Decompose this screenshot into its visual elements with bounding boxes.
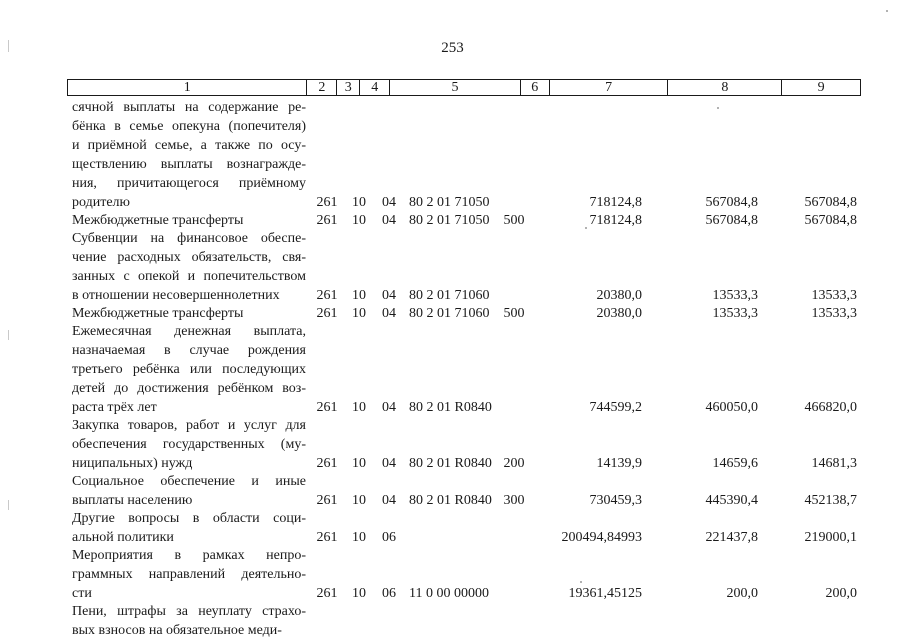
cell-c3: 10 bbox=[352, 530, 366, 545]
cell-c7: 20380,0 bbox=[596, 306, 642, 321]
row-description-line: ния, причитающегося приёмному bbox=[72, 176, 306, 191]
cell-c8: 13533,3 bbox=[712, 306, 758, 321]
cell-c4: 06 bbox=[382, 586, 396, 601]
cell-c2: 261 bbox=[316, 400, 338, 415]
cell-c2: 261 bbox=[316, 493, 338, 508]
row-values bbox=[0, 305, 905, 322]
cell-c9: 14681,3 bbox=[811, 456, 857, 471]
row-description-line: Субвенции на финансовое обеспе- bbox=[72, 231, 306, 246]
row-description-line: сти bbox=[72, 586, 92, 601]
cell-c9: 567084,8 bbox=[804, 195, 857, 210]
cell-c4: 04 bbox=[382, 456, 396, 471]
row-description-line: Социальное обеспечение и иные bbox=[72, 474, 306, 489]
row-description-line: Межбюджетные трансферты bbox=[72, 306, 244, 321]
cell-c9: 13533,3 bbox=[811, 306, 857, 321]
cell-c4: 04 bbox=[382, 493, 396, 508]
cell-c7: 718124,8 bbox=[589, 213, 642, 228]
row-values bbox=[0, 492, 905, 509]
cell-c3: 10 bbox=[352, 213, 366, 228]
cell-c2: 261 bbox=[316, 306, 338, 321]
header-col-6: 6 bbox=[520, 80, 549, 95]
row-description-line: альной политики bbox=[72, 530, 174, 545]
row-values bbox=[0, 287, 905, 304]
cell-c3: 10 bbox=[352, 493, 366, 508]
cell-c2: 261 bbox=[316, 586, 338, 601]
page-number: 253 bbox=[441, 40, 464, 56]
row-values bbox=[0, 585, 905, 602]
header-col-1: 1 bbox=[183, 80, 191, 95]
scan-speck bbox=[717, 107, 719, 109]
header-col-7: 7 bbox=[549, 80, 668, 95]
row-description-line: и приёмной семье, а также по осу- bbox=[72, 138, 306, 153]
cell-c3: 10 bbox=[352, 586, 366, 601]
row-description-line: Межбюджетные трансферты bbox=[72, 213, 244, 228]
cell-c6: 500 bbox=[503, 306, 525, 321]
cell-c9: 567084,8 bbox=[804, 213, 857, 228]
cell-c7: 20380,0 bbox=[596, 288, 642, 303]
cell-c2: 261 bbox=[316, 213, 338, 228]
cell-c5: 80 2 01 71050 bbox=[409, 195, 490, 210]
row-description-line: в отношении несовершеннолетних bbox=[72, 288, 280, 303]
cell-c7: 730459,3 bbox=[589, 493, 642, 508]
cell-c4: 04 bbox=[382, 306, 396, 321]
cell-c8: 200,0 bbox=[726, 586, 758, 601]
header-col-5: 5 bbox=[389, 80, 520, 95]
header-col-9: 9 bbox=[781, 80, 860, 95]
cell-c8: 13533,3 bbox=[712, 288, 758, 303]
row-description-line: обеспечения государственных (му- bbox=[72, 437, 306, 452]
cell-c8: 567084,8 bbox=[705, 195, 758, 210]
cell-c2: 261 bbox=[316, 456, 338, 471]
cell-c8: 460050,0 bbox=[705, 400, 758, 415]
row-description-line: детей до достижения ребёнком воз- bbox=[72, 381, 306, 396]
cell-c4: 04 bbox=[382, 400, 396, 415]
row-description-line: бёнка в семье опекуна (попечителя) bbox=[72, 119, 306, 134]
cell-c7: 718124,8 bbox=[589, 195, 642, 210]
row-description-line: занных с опекой и попечительством bbox=[72, 269, 306, 284]
cell-c2: 261 bbox=[316, 195, 338, 210]
row-description-line: Мероприятия в рамках непро- bbox=[72, 548, 306, 563]
row-description-line: Пени, штрафы за неуплату страхо- bbox=[72, 604, 306, 619]
cell-c5: 80 2 01 71060 bbox=[409, 288, 490, 303]
row-values bbox=[0, 455, 905, 472]
cell-c8: 221437,8 bbox=[705, 530, 758, 545]
cell-c7: 14139,9 bbox=[596, 456, 642, 471]
cell-c6: 300 bbox=[503, 493, 525, 508]
cell-c9: 200,0 bbox=[825, 586, 857, 601]
cell-c9: 466820,0 bbox=[804, 400, 857, 415]
cell-c3: 10 bbox=[352, 195, 366, 210]
row-description-line: Другие вопросы в области соци- bbox=[72, 511, 306, 526]
row-description-line: назначаемая в случае рождения bbox=[72, 343, 306, 358]
header-col-2: 2 bbox=[306, 80, 336, 95]
cell-c3: 10 bbox=[352, 456, 366, 471]
scan-speck bbox=[580, 581, 582, 583]
cell-c3: 10 bbox=[352, 400, 366, 415]
cell-c7: 200494,84993 bbox=[561, 530, 642, 545]
cell-c4: 04 bbox=[382, 288, 396, 303]
row-values bbox=[0, 529, 905, 546]
row-values bbox=[0, 622, 905, 639]
scan-mark bbox=[8, 500, 9, 510]
cell-c7: 744599,2 bbox=[589, 400, 642, 415]
cell-c4: 06 bbox=[382, 530, 396, 545]
header-col-4: 4 bbox=[359, 80, 389, 95]
row-values bbox=[0, 194, 905, 211]
cell-c2: 261 bbox=[316, 530, 338, 545]
cell-c5: 80 2 01 R0840 bbox=[409, 456, 492, 471]
cell-c8: 567084,8 bbox=[705, 213, 758, 228]
cell-c8: 14659,6 bbox=[712, 456, 758, 471]
scan-mark bbox=[8, 330, 9, 340]
row-description-line: вых взносов на обязательное меди- bbox=[72, 623, 282, 638]
row-description-line: граммных направлений деятельно- bbox=[72, 567, 306, 582]
header-col-3: 3 bbox=[336, 80, 359, 95]
scan-mark bbox=[8, 40, 9, 52]
cell-c4: 04 bbox=[382, 195, 396, 210]
row-values bbox=[0, 399, 905, 416]
cell-c6: 500 bbox=[503, 213, 525, 228]
cell-c3: 10 bbox=[352, 306, 366, 321]
cell-c5: 80 2 01 R0840 bbox=[409, 400, 492, 415]
cell-c5: 11 0 00 00000 bbox=[409, 586, 489, 601]
cell-c5: 80 2 01 71050 bbox=[409, 213, 490, 228]
cell-c5: 80 2 01 R0840 bbox=[409, 493, 492, 508]
row-description-line: ществлению выплаты вознагражде- bbox=[72, 157, 306, 172]
row-description-line: выплаты населению bbox=[72, 493, 193, 508]
header-col-8: 8 bbox=[667, 80, 781, 95]
cell-c8: 445390,4 bbox=[705, 493, 758, 508]
cell-c9: 13533,3 bbox=[811, 288, 857, 303]
row-description-line: Закупка товаров, работ и услуг для bbox=[72, 418, 306, 433]
scan-speck bbox=[585, 227, 587, 229]
cell-c4: 04 bbox=[382, 213, 396, 228]
row-description-line: ниципальных) нужд bbox=[72, 456, 193, 471]
cell-c3: 10 bbox=[352, 288, 366, 303]
scan-speck bbox=[886, 10, 888, 12]
cell-c2: 261 bbox=[316, 288, 338, 303]
cell-c6: 200 bbox=[503, 456, 525, 471]
row-description-line: Ежемесячная денежная выплата, bbox=[72, 324, 306, 339]
cell-c9: 452138,7 bbox=[804, 493, 857, 508]
row-description-line: чение расходных обязательств, свя- bbox=[72, 250, 306, 265]
row-description-line: родителю bbox=[72, 195, 130, 210]
cell-c9: 219000,1 bbox=[804, 530, 857, 545]
cell-c7: 19361,45125 bbox=[568, 586, 642, 601]
cell-c5: 80 2 01 71060 bbox=[409, 306, 490, 321]
row-description-line: третьего ребёнка или последующих bbox=[72, 362, 306, 377]
row-values bbox=[0, 212, 905, 229]
row-description-line: раста трёх лет bbox=[72, 400, 157, 415]
row-description-line: сячной выплаты на содержание ре- bbox=[72, 100, 306, 115]
table-header bbox=[67, 79, 861, 96]
